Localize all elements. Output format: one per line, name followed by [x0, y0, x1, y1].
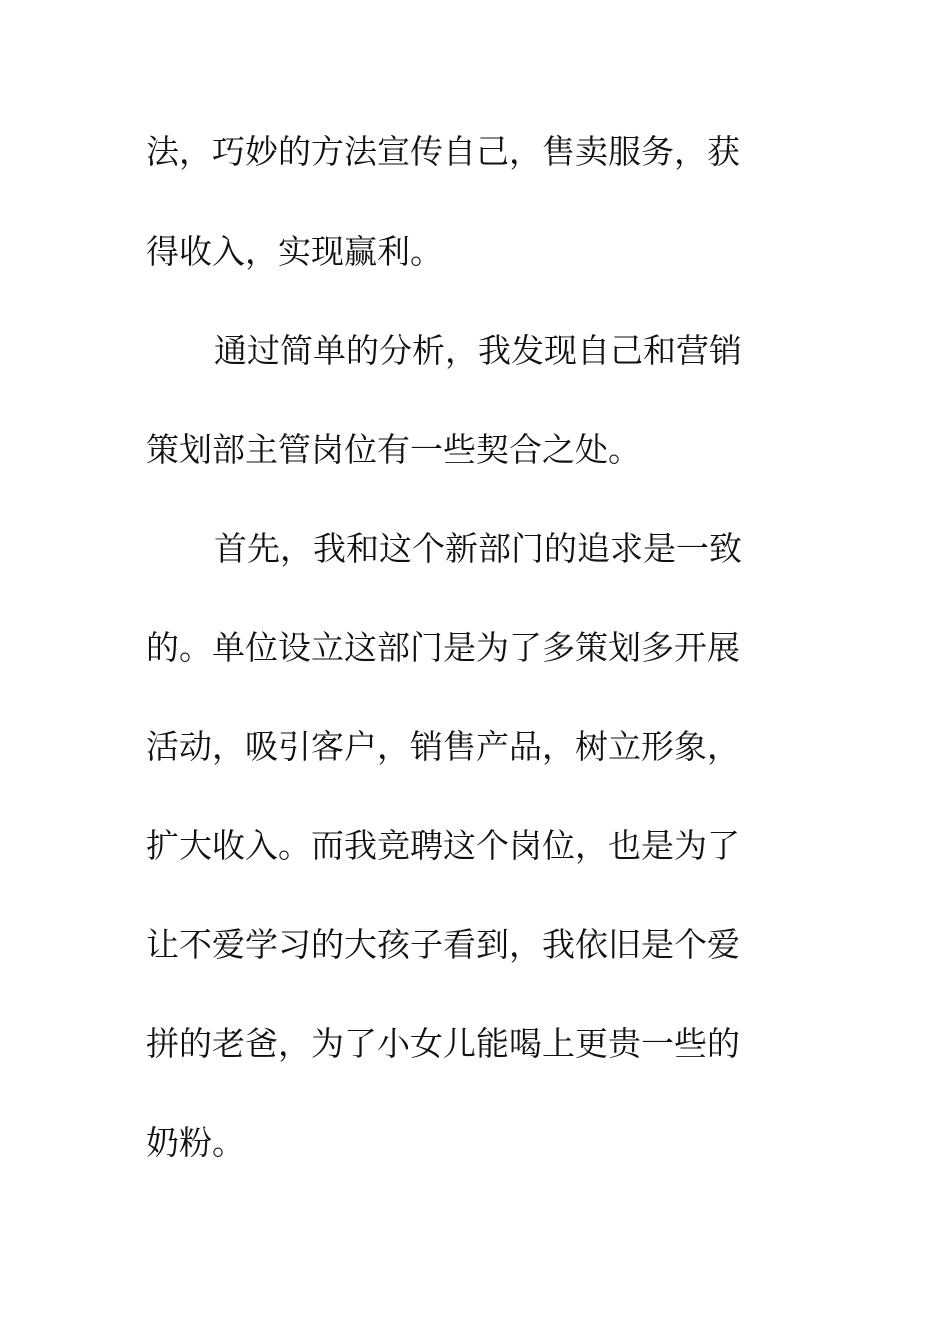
text-line-1: 法，巧妙的方法宣传自己，售卖服务，获: [146, 132, 740, 171]
text-line-2: 得收入，实现赢利。: [146, 232, 443, 271]
text-line-8: 扩大收入。而我竞聘这个岗位，也是为了: [146, 826, 740, 865]
text-line-10: 拼的老爸，为了小女儿能喝上更贵一些的: [146, 1024, 740, 1063]
text-line-7: 活动，吸引客户，销售产品，树立形象，: [146, 727, 740, 766]
text-line-6: 的。单位设立这部门是为了多策划多开展: [146, 628, 740, 667]
text-line-9: 让不爱学习的大孩子看到，我依旧是个爱: [146, 925, 740, 964]
text-line-3: 通过简单的分析，我发现自己和营销: [214, 331, 742, 370]
text-line-4: 策划部主管岗位有一些契合之处。: [146, 430, 641, 469]
text-line-5: 首先，我和这个新部门的追求是一致: [214, 529, 742, 568]
text-line-11: 奶粉。: [146, 1123, 245, 1162]
